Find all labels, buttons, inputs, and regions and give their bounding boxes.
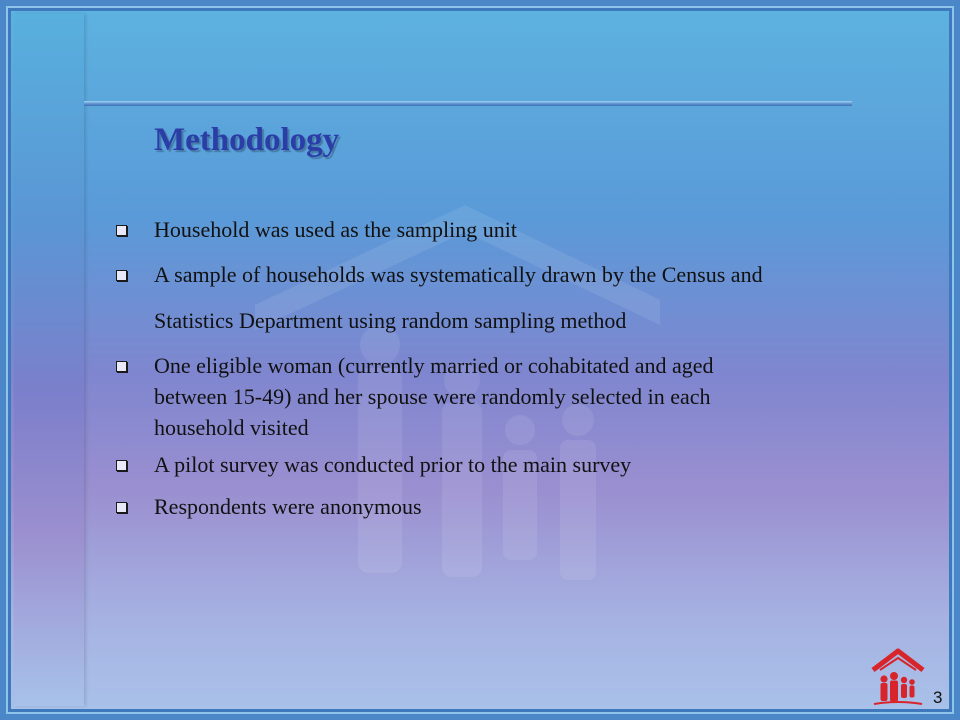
bullet-item xyxy=(116,447,916,483)
page-number: 3 xyxy=(933,688,943,707)
bullet-item xyxy=(116,350,916,443)
square-bullet-icon xyxy=(116,502,127,513)
square-bullet-icon xyxy=(116,460,127,471)
slide-title: Methodology xyxy=(154,122,340,158)
bullet-text: A sample of households was systematically drawn by the Census and xyxy=(154,262,763,287)
square-bullet-icon xyxy=(116,225,127,236)
bullet-list xyxy=(116,212,916,525)
square-bullet-icon xyxy=(116,361,127,372)
left-decorative-band xyxy=(14,14,84,706)
bullet-text: One eligible woman (currently married or cohabitated and aged xyxy=(154,353,714,378)
bullet-item xyxy=(116,252,916,344)
bullet-text: A pilot survey was conducted prior to the main survey xyxy=(154,452,632,477)
bullet-item xyxy=(116,489,916,525)
bullet-text: Household was used as the sampling unit xyxy=(154,217,517,242)
bullet-text: household visited xyxy=(154,415,309,440)
title-rule xyxy=(84,101,852,106)
square-bullet-icon xyxy=(116,270,127,281)
bullet-text: Statistics Department using random sampling method xyxy=(154,308,627,333)
bullet-item xyxy=(116,212,916,248)
bullet-text: between 15-49) and her spouse were randomly selected in each xyxy=(154,384,711,409)
family-house-logo-icon xyxy=(870,646,926,708)
bullet-text: Respondents were anonymous xyxy=(154,494,422,519)
